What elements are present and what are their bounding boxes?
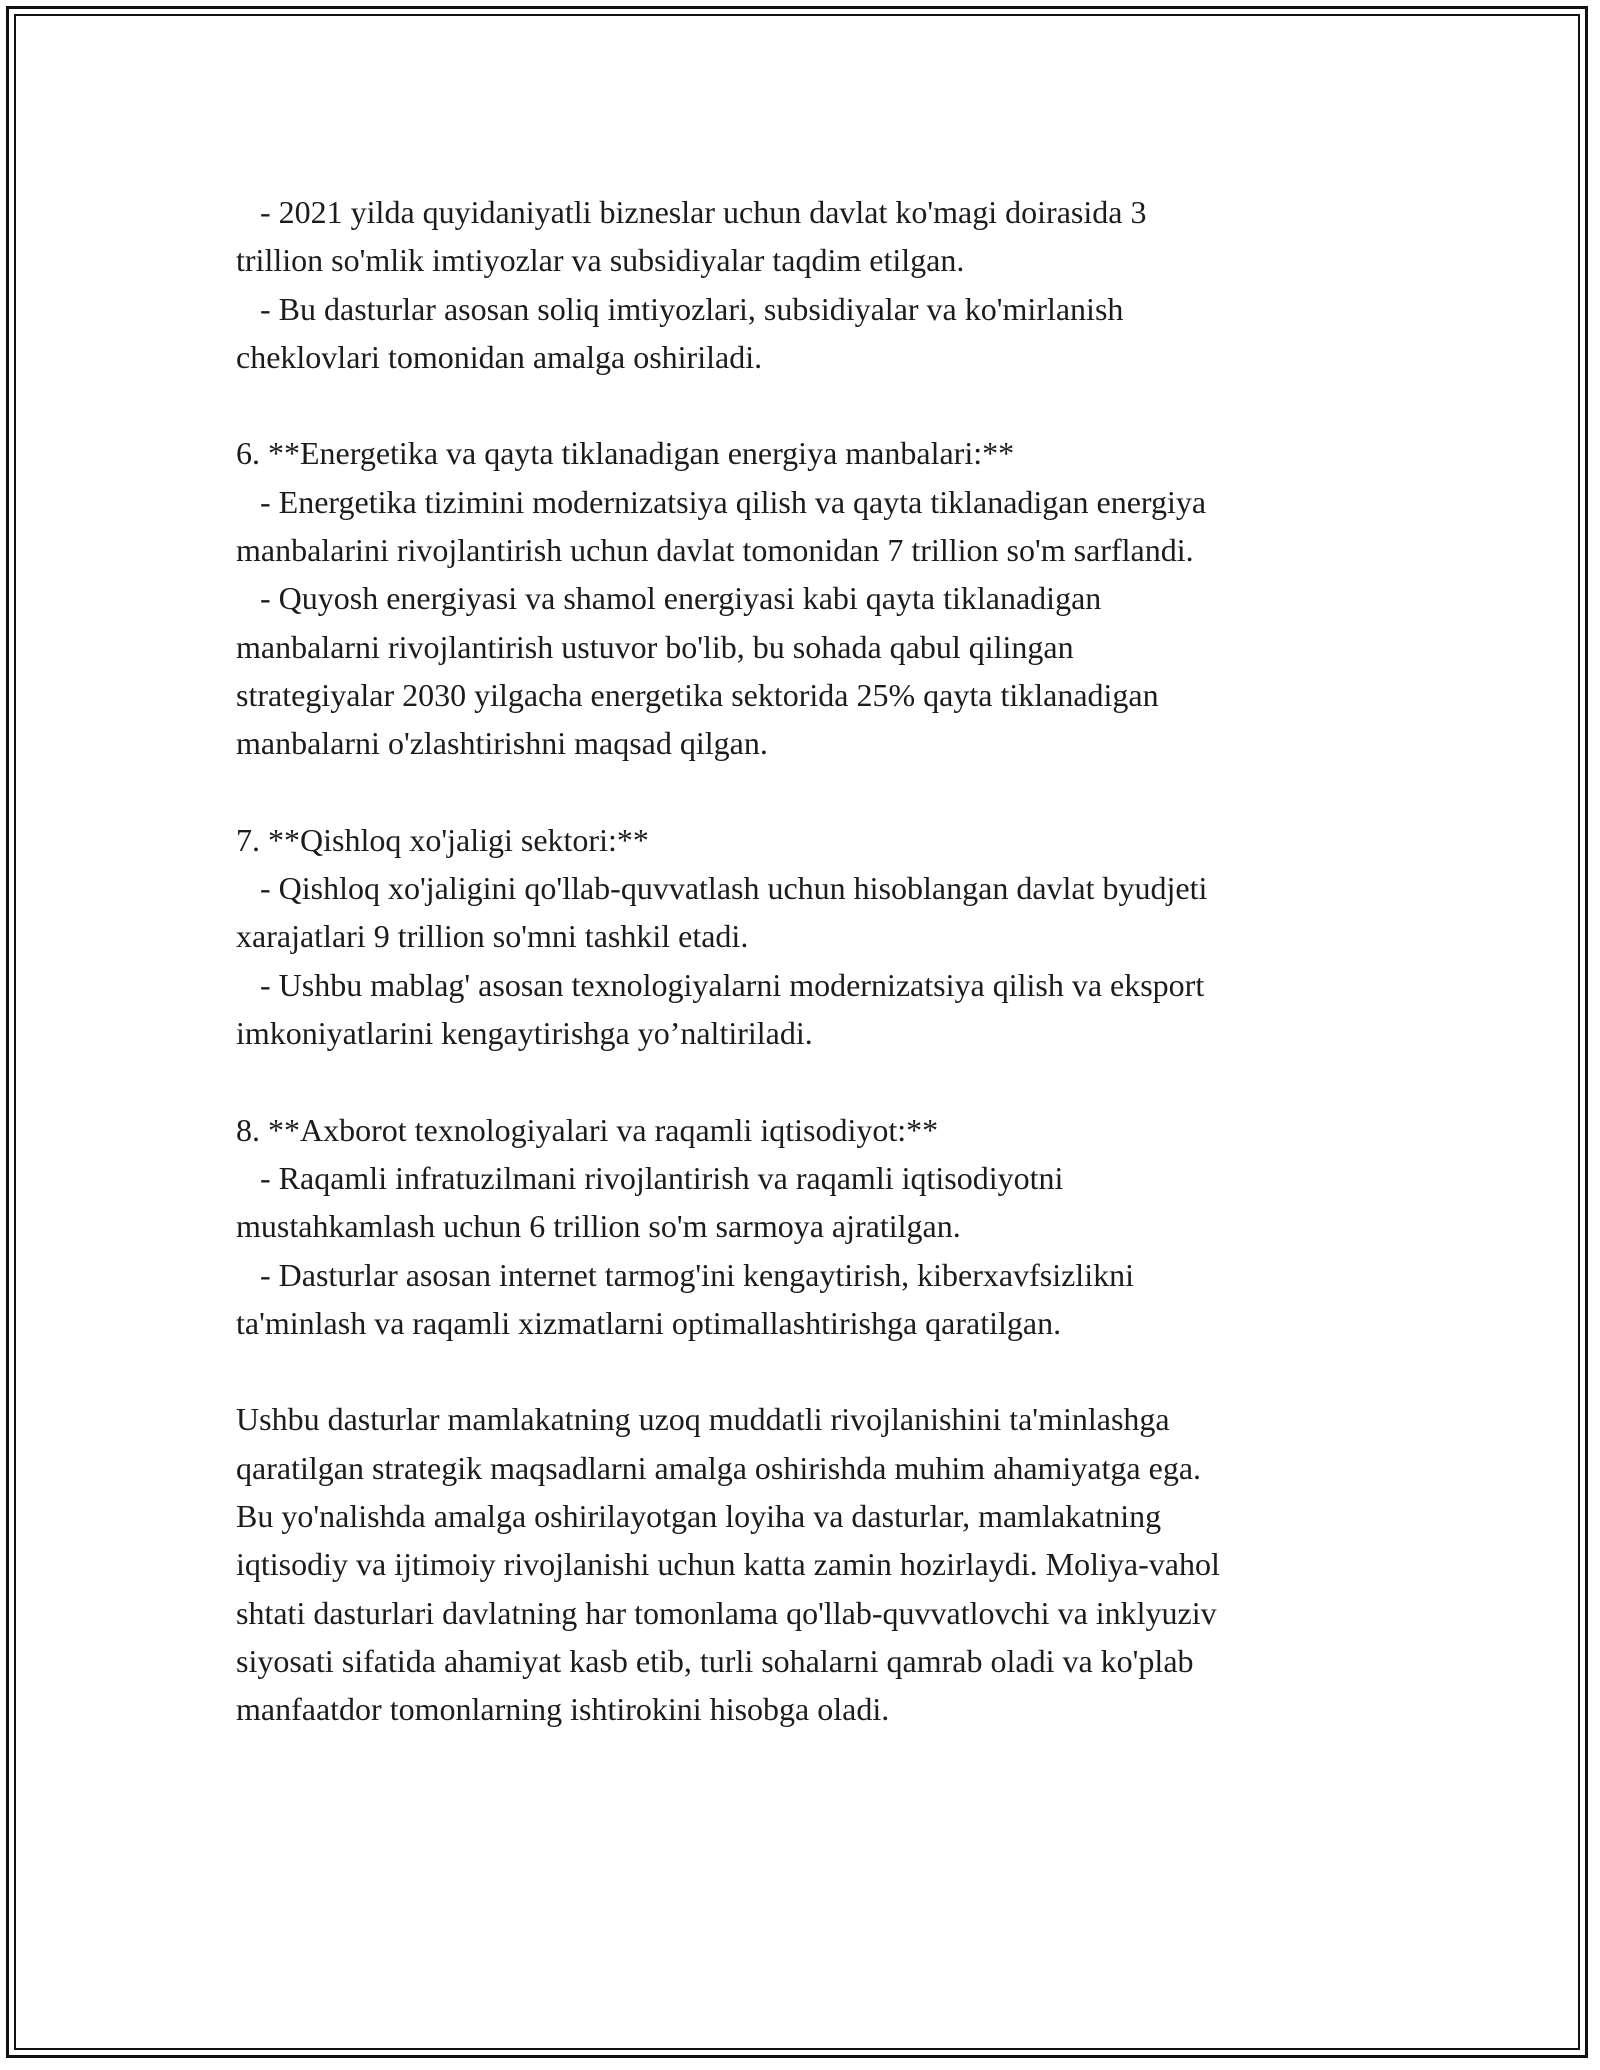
paragraph-gap: [236, 768, 1386, 816]
text-line: - 2021 yilda quyidaniyatli bizneslar uchun davlat ko'magi doirasida 3: [236, 194, 1147, 230]
paragraph-gap: [236, 1347, 1386, 1395]
text-line: strategiyalar 2030 yilgacha energetika sektorida 25% qayta tiklanadigan: [236, 676, 1159, 713]
text-line: trillion so'mlik imtiyozlar va subsidiyalar taqdim etilgan.: [236, 242, 965, 279]
text-line: siyosati sifatida ahamiyat kasb etib, turli sohalarni qamrab oladi va ko'plab: [236, 1642, 1194, 1679]
text-line: shtati dasturlari davlatning har tomonlama qo'llab-quvvatlovchi va inklyuziv: [236, 1594, 1217, 1631]
text-line: xarajatlari 9 trillion so'mni tashkil etadi.: [236, 918, 749, 955]
text-line: manbalarni o'zlashtirishni maqsad qilgan.: [236, 725, 768, 762]
text-line: ta'minlash va raqamli xizmatlarni optimallashtirishga qaratilgan.: [236, 1304, 1062, 1341]
text-line: 7. **Qishloq xo'jaligi sektori:**: [236, 821, 649, 858]
text-line: mustahkamlash uchun 6 trillion so'm sarmoya ajratilgan.: [236, 1208, 961, 1245]
text-line: 6. **Energetika va qayta tiklanadigan energiya manbalari:**: [236, 435, 1015, 472]
text-line: - Raqamli infratuzilmani rivojlantirish va raqamli iqtisodiyotni: [236, 1159, 1064, 1196]
text-line: - Dasturlar asosan internet tarmog'ini kengaytirish, kiberxavfsizlikni: [236, 1256, 1134, 1293]
text-line: Ushbu dasturlar mamlakatning uzoq muddatli rivojlanishini ta'minlashga: [236, 1401, 1170, 1438]
text-line: - Qishloq xo'jaligini qo'llab-quvvatlash uchun hisoblangan davlat byudjeti: [236, 870, 1208, 907]
text-line: iqtisodiy va ijtimoiy rivojlanishi uchun katta zamin hozirlaydi. Moliya-vahol: [236, 1546, 1220, 1583]
paragraph-gap: [236, 381, 1386, 429]
text-line: cheklovlari tomonidan amalga oshiriladi.: [236, 338, 763, 375]
text-line: Bu yo'nalishda amalga oshirilayotgan loyiha va dasturlar, mamlakatning: [236, 1498, 1162, 1535]
paragraph-gap: [236, 1057, 1386, 1105]
text-line: imkoniyatlarini kengaytirishga yo’naltiriladi.: [236, 1015, 813, 1052]
text-line: - Bu dasturlar asosan soliq imtiyozlari, subsidiyalar va ko'mirlanish: [236, 290, 1124, 327]
text-line: manbalarini rivojlantirish uchun davlat tomonidan 7 trillion so'm sarflandi.: [236, 532, 1194, 569]
document-body: [236, 188, 1386, 1734]
text-line: qaratilgan strategik maqsadlarni amalga oshirishda muhim ahamiyatga ega.: [236, 1449, 1202, 1486]
text-line: 8. **Axborot texnologiyalari va raqamli iqtisodiyot:**: [236, 1111, 939, 1148]
text-line: - Ushbu mablag' asosan texnologiyalarni modernizatsiya qilish va eksport: [236, 966, 1205, 1003]
text-line: - Energetika tizimini modernizatsiya qilish va qayta tiklanadigan energiya: [236, 483, 1207, 520]
text-line: - Quyosh energiyasi va shamol energiyasi kabi qayta tiklanadigan: [236, 580, 1102, 617]
text-line: manfaatdor tomonlarning ishtirokini hisobga oladi.: [236, 1691, 890, 1728]
text-line: manbalarni rivojlantirish ustuvor bo'lib, bu sohada qabul qilingan: [236, 628, 1074, 665]
